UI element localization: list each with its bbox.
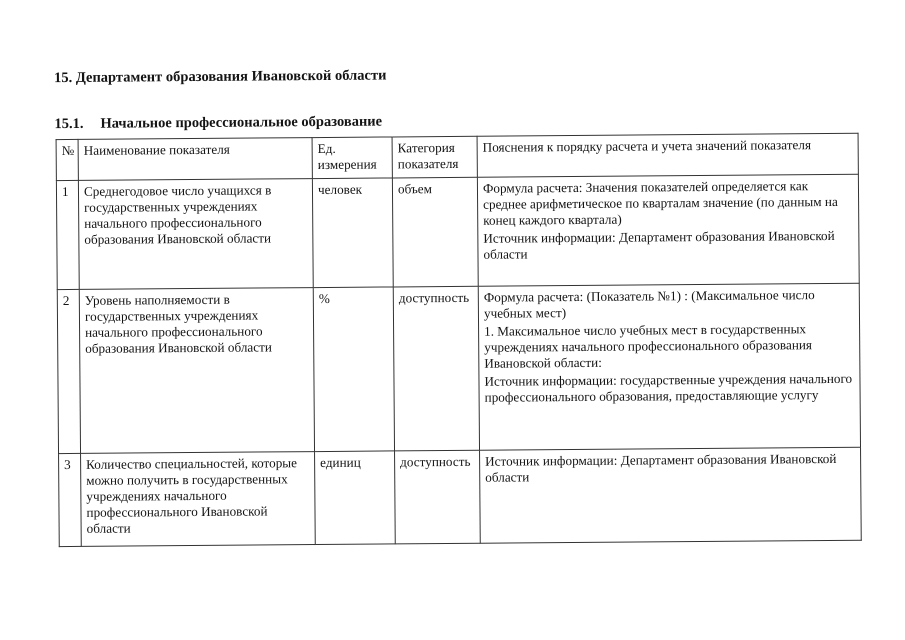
header-name: Наименование показателя bbox=[78, 138, 312, 181]
explanation-paragraph: Формула расчета: Значения показателей определяется как среднее арифметическое по кварталам значение (по данным на конец каждого квартала) bbox=[482, 178, 838, 228]
cell-explanation bbox=[480, 447, 862, 543]
cell-number: 1 bbox=[56, 180, 79, 289]
header-category: Категория показателя bbox=[392, 136, 477, 178]
table-row bbox=[57, 283, 860, 453]
cell-unit: единиц bbox=[315, 451, 396, 545]
cell-name: Количество специальностей, которые можно получить в государственных учреждениях начального профессионального Ивановской области bbox=[81, 452, 316, 547]
header-explanation: Пояснения к порядку расчета и учета значений показателя bbox=[477, 133, 858, 177]
cell-number: 3 bbox=[59, 453, 82, 546]
subsection-heading bbox=[54, 114, 382, 134]
explanation-paragraph: Формула расчета: (Показатель №1) : (Максимальное число учебных мест) bbox=[483, 287, 815, 321]
cell-explanation bbox=[477, 174, 859, 286]
table-header-row bbox=[56, 133, 858, 180]
cell-explanation bbox=[478, 283, 860, 450]
table-row bbox=[56, 174, 859, 289]
explanation-paragraph: 1. Максимальное число учебных мест в государственных учреждениях начального профессионального образования Ивановской области: bbox=[484, 321, 813, 371]
cell-name: Уровень наполняемости в государственных учреждениях начального профессионального образования Ивановской области bbox=[79, 288, 314, 454]
explanation-paragraph: Источник информации: Департамент образования Ивановской области bbox=[485, 450, 837, 485]
cell-unit: человек bbox=[312, 178, 393, 288]
indicators-table bbox=[56, 133, 862, 547]
header-number: № bbox=[56, 139, 78, 180]
subsection-number: 15.1. bbox=[54, 115, 84, 133]
table-row bbox=[59, 447, 862, 546]
header-unit: Ед. измерения bbox=[312, 137, 392, 179]
explanation-paragraph: Источник информации: государственные учреждения начального профессионального образования, предоставляющие услугу bbox=[484, 370, 853, 405]
explanation-paragraph: Источник информации: Департамент образования Ивановской области bbox=[483, 227, 835, 262]
cell-number: 2 bbox=[57, 289, 80, 453]
section-title: 15. Департамент образования Ивановской области bbox=[54, 67, 387, 87]
subsection-title: Начальное профессиональное образование bbox=[100, 113, 383, 132]
cell-category: доступность bbox=[393, 286, 479, 451]
cell-unit: % bbox=[313, 287, 394, 452]
cell-category: объем bbox=[392, 177, 478, 287]
cell-category: доступность bbox=[395, 450, 481, 544]
cell-name: Среднегодовое число учащихся в государственных учреждениях начального профессионального образования Ивановской области bbox=[78, 179, 313, 290]
